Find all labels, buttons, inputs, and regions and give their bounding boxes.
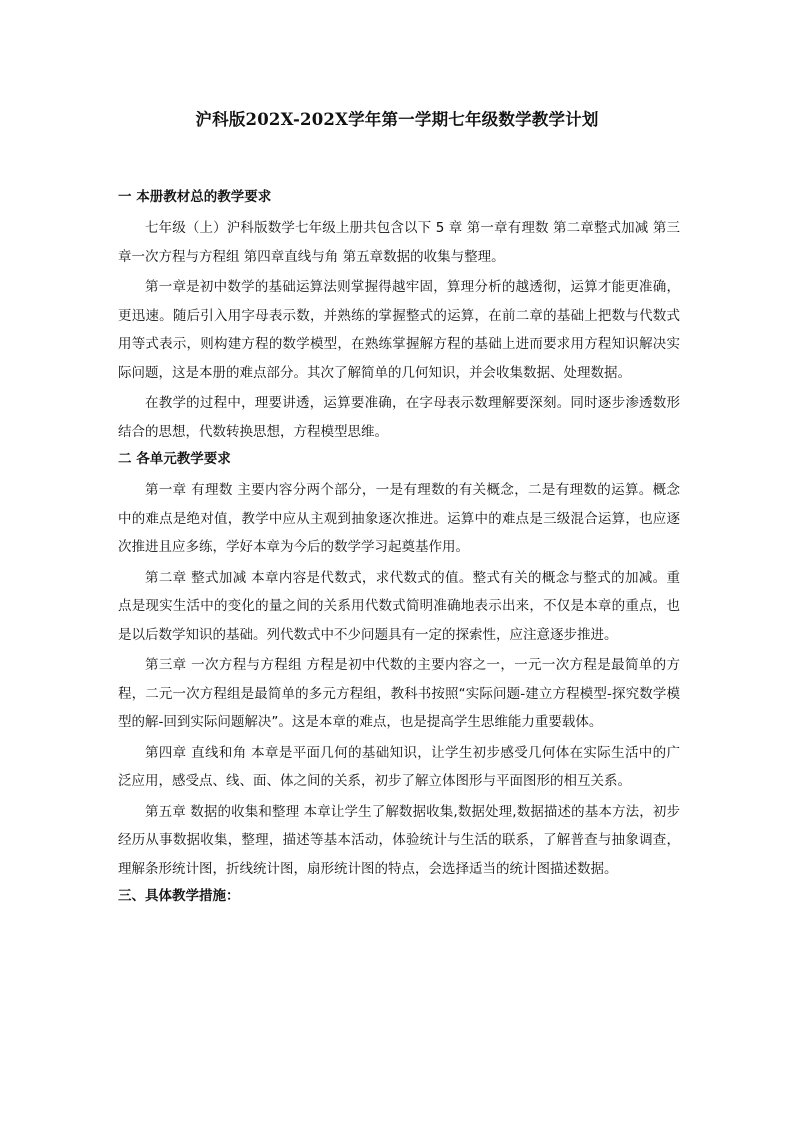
- section-unit-requirements: [118, 448, 680, 883]
- paragraph: 第三章 一次方程与方程组 方程是初中代数的主要内容之一，一元一次方程是最简单的方程，二元一次方程组是最简单的多元方程组，教科书按照“实际问题-建立方程模型-探究数学模型的解-回到实际问题解决”。这是本章的难点，也是提高学生思维能力重要载体。: [118, 657, 680, 730]
- document-body: [118, 186, 680, 913]
- section-teaching-measures: [118, 885, 680, 907]
- section-overall-requirements: [118, 186, 680, 446]
- paragraph: 第二章 整式加减 本章内容是代数式，求代数式的值。整式有关的概念与整式的加减。重点是现实生活中的变化的量之间的关系用代数式简明准确地表示出来，不仅是本章的重点，也是以后数学知识的基础。列代数式中不少问题具有一定的探索性，应注意逐步推进。: [118, 569, 680, 643]
- paragraph: 第五章 数据的收集和整理 本章让学生了解数据收集,数据处理,数据描述的基本方法，初步经历从事数据收集，整理，描述等基本活动，体验统计与生活的联系，了解普查与抽象调查，理解条形统计图，折线统计图，扇形统计图的特点，会选择适当的统计图描述数据。: [118, 803, 680, 877]
- document-title: 沪科版202X-202X学年第一学期七年级数学教学计划: [195, 110, 599, 129]
- section-heading: 一 本册教材总的教学要求: [118, 189, 272, 205]
- paragraph: 第一章 有理数 主要内容分两个部分，一是有理数的有关概念，二是有理数的运算。概念中的难点是绝对值，教学中应从主观到抽象逐次推进。运算中的难点是三级混合运算，也应逐次推进且应多练，学好本章为今后的数学学习起奠基作用。: [118, 482, 680, 555]
- paragraph: 七年级（上）沪科版数学七年级上册共包含以下 5 章 第一章有理数 第二章整式加减 第三章一次方程与方程组 第四章直线与角 第五章数据的收集与整理。: [118, 220, 680, 265]
- paragraph: 第一章是初中数学的基础运算法则掌握得越牢固，算理分析的越透彻，运算才能更准确，更迅速。随后引入用字母表示数，并熟练的掌握整式的运算，在前二章的基础上把数与代数式用等式表示，则构建方程的数学模型，在熟练掌握解方程的基础上进而要求用方程知识解决实际问题，这是本册的难点部分。其次了解简单的几何知识，并会收集数据、处理数据。: [118, 279, 680, 381]
- paragraph: 第四章 直线和角 本章是平面几何的基础知识，让学生初步感受几何体在实际生活中的广泛应用，感受点、线、面、体之间的关系，初步了解立体图形与平面图形的相互关系。: [118, 744, 680, 789]
- paragraph: 在教学的过程中，理要讲透，运算要准确，在字母表示数理解要深刻。同时逐步渗透数形结合的思想，代数转换思想，方程模型思维。: [118, 395, 680, 440]
- section-heading: 二 各单元教学要求: [118, 451, 231, 467]
- section-heading: 三、具体教学措施：: [118, 888, 240, 904]
